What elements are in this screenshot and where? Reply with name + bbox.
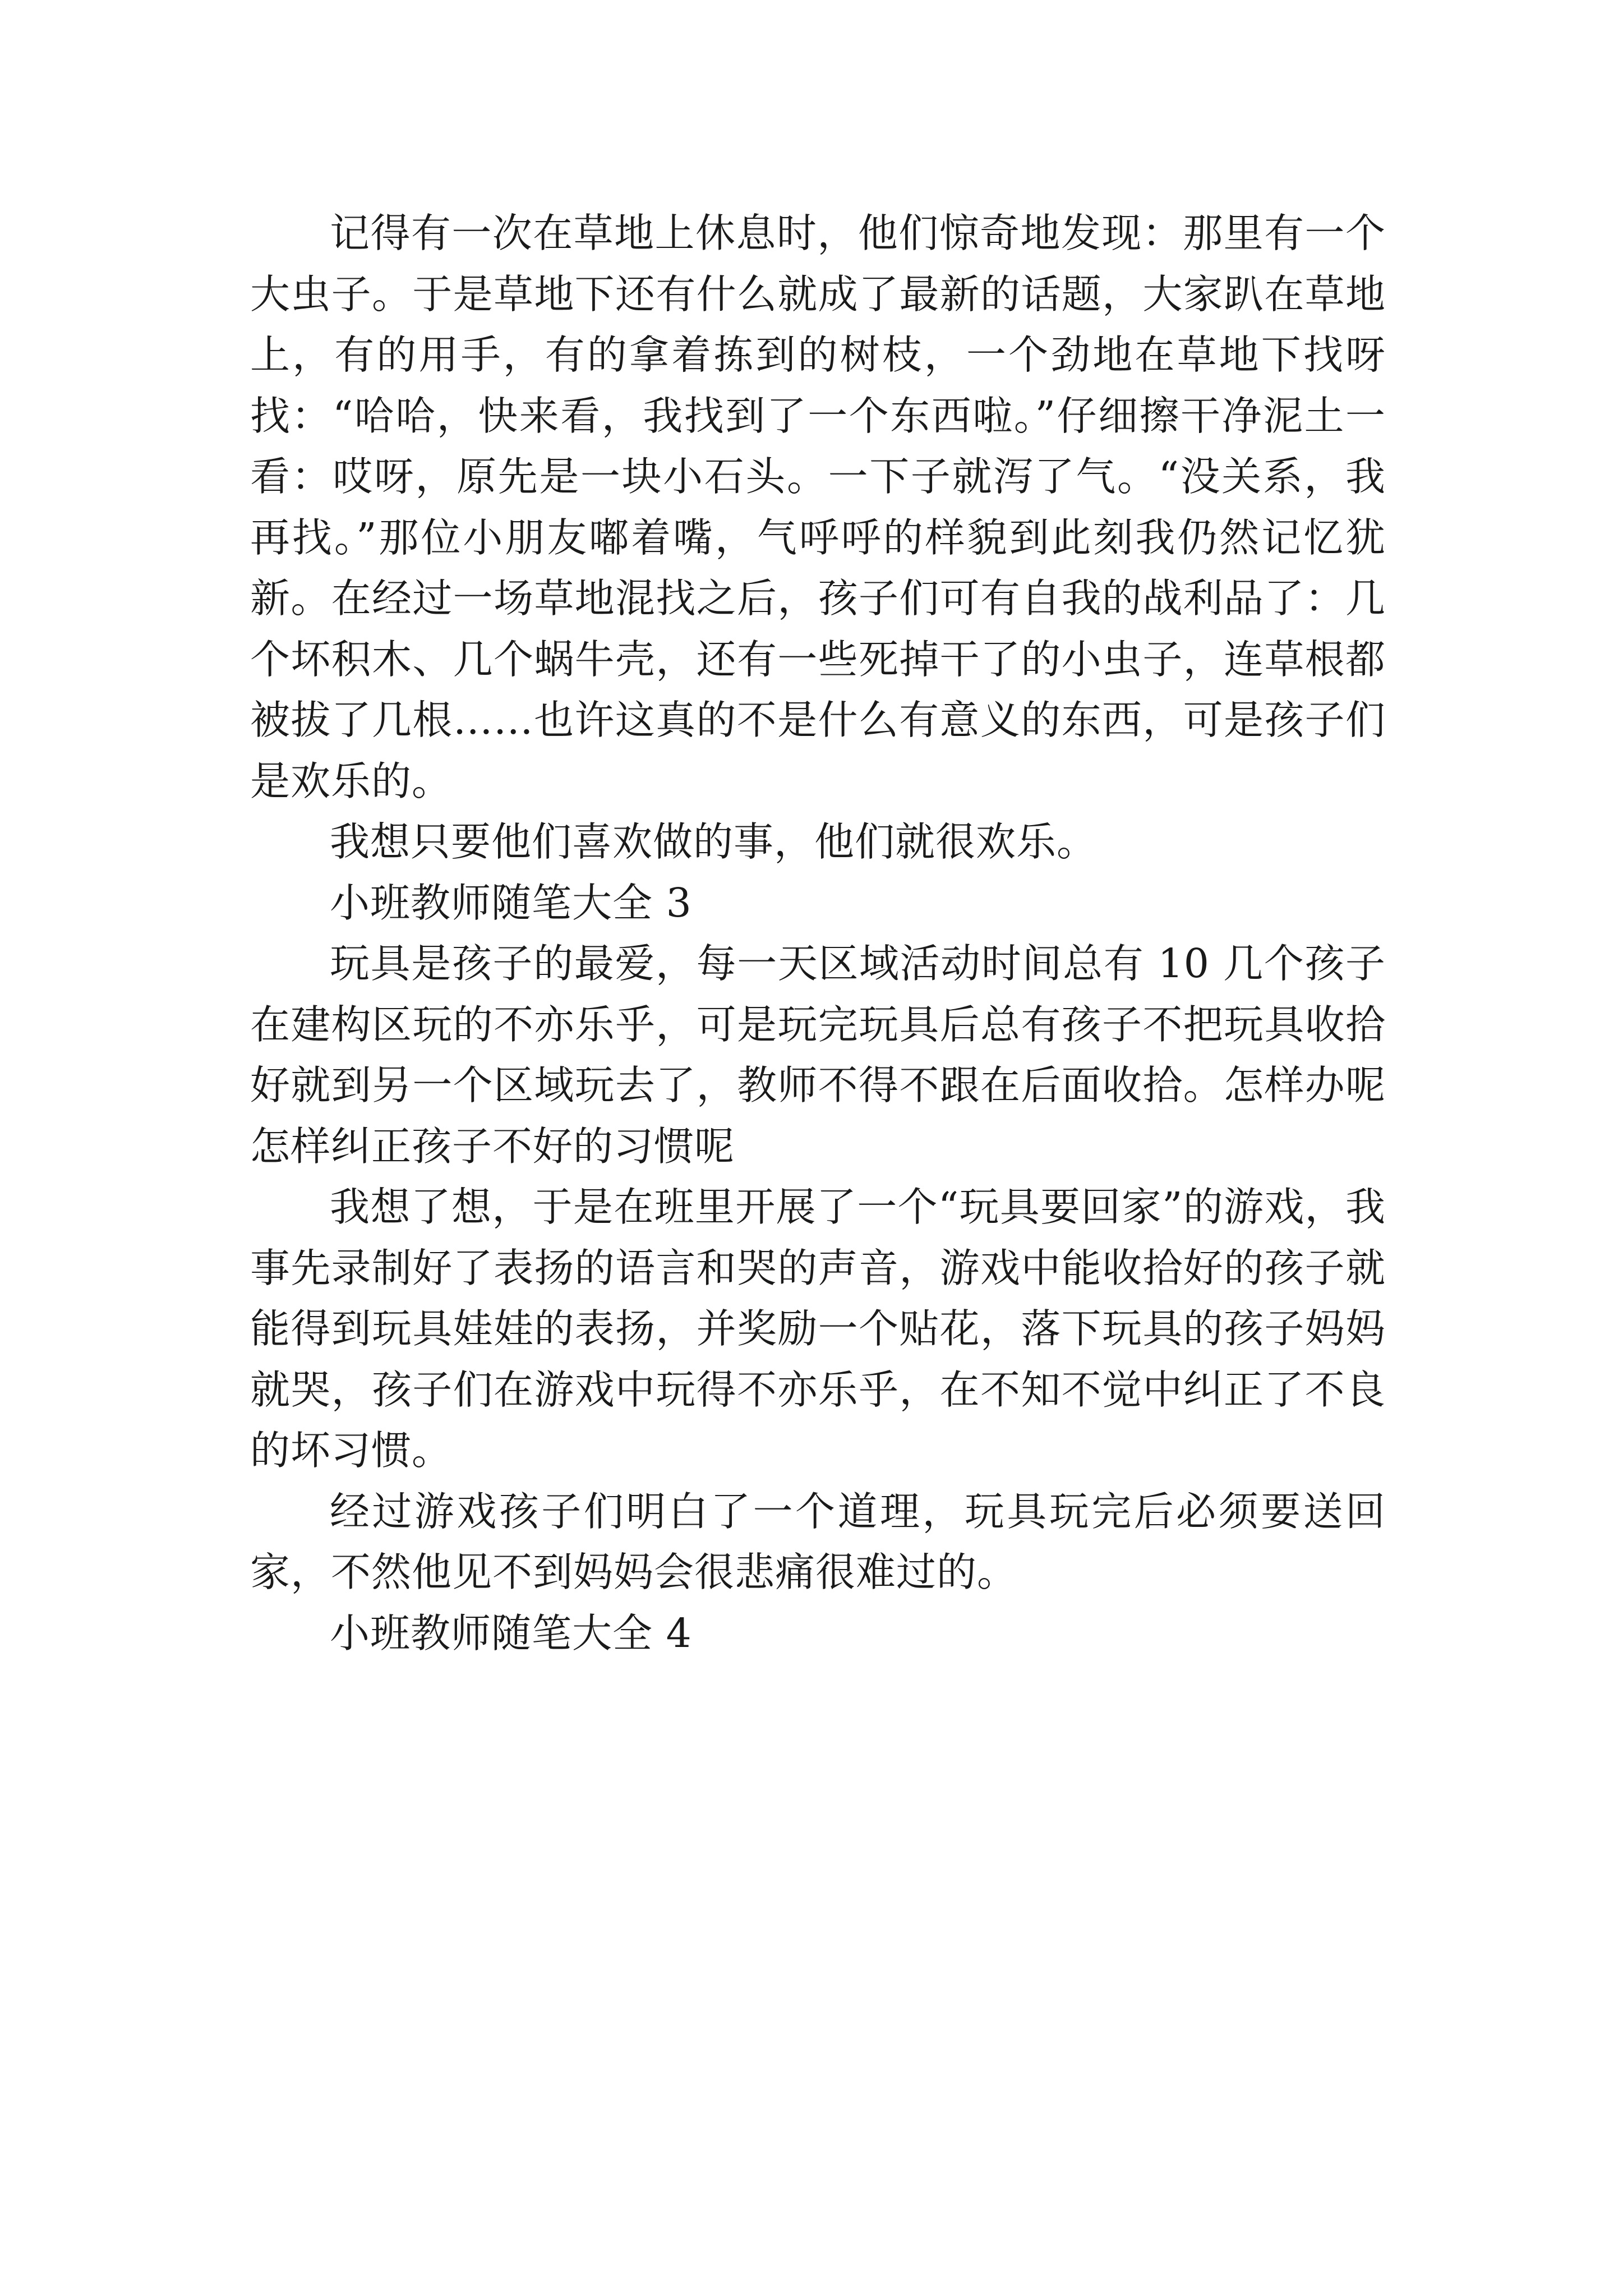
section-heading-4: 小班教师随笔大全 4: [330, 1609, 692, 1657]
paragraph-toys-game: 我想了想，于是在班里开展了一个“玩具要回家”的游戏，我事先录制好了表扬的语言和哭的声音，游戏中能收拾好的孩子就能得到玩具娃娃的表扬，并奖励一个贴花，落下玩具的孩子妈妈就哭，孩子们在游戏中玩得不亦乐乎，在不知不觉中纠正了不良的坏习惯。: [250, 1184, 1386, 1474]
paragraph-grass-story: 记得有一次在草地上休息时，他们惊奇地发现：那里有一个大虫子。于是草地下还有什么就成了最新的话题，大家趴在草地上，有的用手，有的拿着拣到的树枝，一个劲地在草地下找呀找：“哈哈，快来看，我找到了一个东西啦。”仔细擦干净泥土一看：哎呀，原先是一块小石头。一下子就泻了气。“没关系，我再找。”那位小朋友嘟着嘴，气呼呼的样貌到此刻我仍然记忆犹新。在经过一场草地混找之后，孩子们可有自我的战利品了：几个坏积木、几个蜗牛壳，还有一些死掉干了的小虫子，连草根都被拔了几根……也许这真的不是什么有意义的东西，可是孩子们是欢乐的。: [250, 210, 1386, 804]
section-heading-3: 小班教师随笔大全 3: [330, 879, 692, 926]
document-body: [250, 203, 1386, 1664]
paragraph-toys-lesson: 经过游戏孩子们明白了一个道理，玩具玩完后必须要送回家，不然他见不到妈妈会很悲痛很难过的。: [250, 1488, 1386, 1595]
paragraph-happiness: 我想只要他们喜欢做的事，他们就很欢乐。: [330, 818, 1098, 865]
paragraph-toys-favorite: 玩具是孩子的最爱，每一天区域活动时间总有 10 几个孩子在建构区玩的不亦乐乎，可是玩完玩具后总有孩子不把玩具收拾好就到另一个区域玩去了，教师不得不跟在后面收拾。怎样办呢怎样纠正孩子不好的习惯呢: [250, 940, 1386, 1170]
